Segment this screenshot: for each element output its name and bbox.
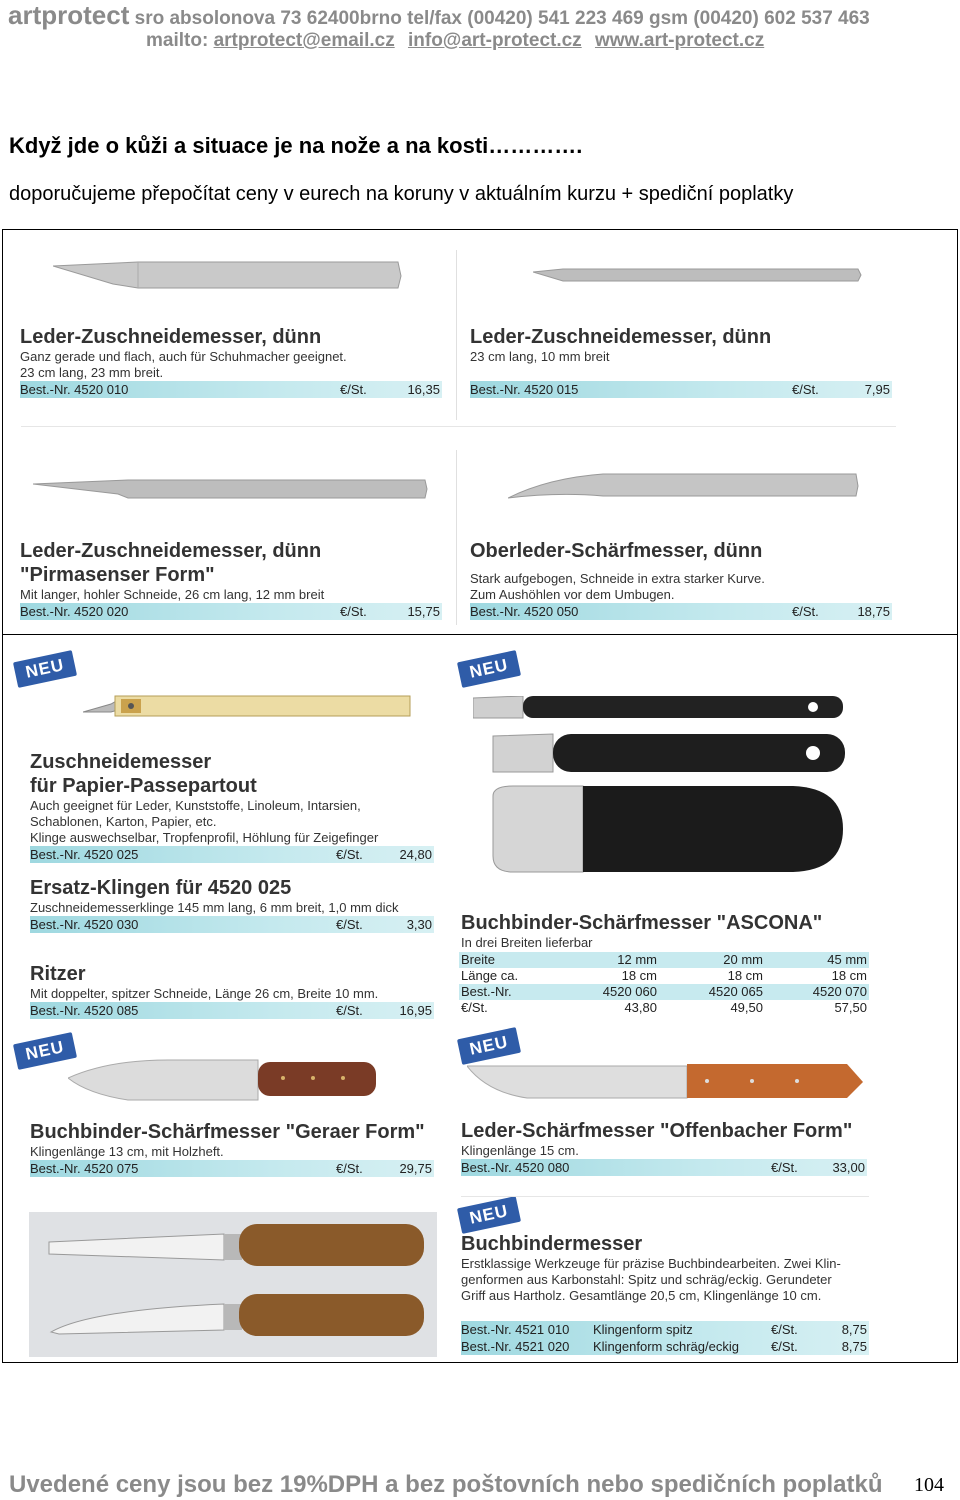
price: 7,95	[864, 382, 890, 397]
knife-image-4520080	[467, 1062, 867, 1102]
order-number: Best.-Nr. 4520 025	[30, 847, 139, 862]
product-name: Ersatz-Klingen für 4520 025	[30, 877, 292, 899]
product-desc: Klinge auswechselbar, Tropfenprofil, Höhlung für Zeigefinger	[30, 830, 379, 845]
price-bar	[461, 1321, 869, 1338]
price: 33,00	[832, 1160, 865, 1175]
product-name: Leder-Schärfmesser "Offenbacher Form"	[461, 1120, 853, 1142]
price: 29,75	[399, 1161, 432, 1176]
price-bar	[30, 916, 434, 933]
new-badge: NEU	[13, 1032, 77, 1070]
photo-buchbindermesser	[29, 1212, 437, 1357]
price-unit: €/St.	[336, 1003, 363, 1018]
product-name: Leder-Zuschneidemesser, dünn	[470, 326, 772, 348]
product-name-line2: "Pirmasenser Form"	[20, 564, 215, 586]
price-bar	[470, 381, 892, 398]
product-desc: Auch geeignet für Leder, Kunststoffe, Linoleum, Intarsien,	[30, 798, 361, 813]
price-unit: €/St.	[792, 382, 819, 397]
order-number: Best.-Nr. 4520 015	[470, 382, 579, 397]
price: 24,80	[399, 847, 432, 862]
order-number: Best.-Nr. 4520 020	[20, 604, 129, 619]
product-4520010	[20, 325, 442, 398]
price-unit: €/St.	[792, 604, 819, 619]
price: 8,75	[841, 1322, 867, 1337]
spec-row: Best.-Nr. 4520 060 4520 065 4520 070	[461, 984, 867, 999]
product-4520020	[20, 539, 442, 620]
price: 3,30	[406, 917, 432, 932]
page-number: 104	[914, 1474, 944, 1496]
blade-form: Klingenform schräg/eckig	[593, 1339, 739, 1354]
product-name: Oberleder-Schärfmesser, dünn	[470, 540, 763, 562]
row-separator	[461, 1196, 869, 1197]
mail-label: mailto:	[146, 30, 209, 51]
product-desc: Schablonen, Karton, Papier, etc.	[30, 814, 217, 829]
product-desc: Mit langer, hohler Schneide, 26 cm lang, 12 mm breit	[20, 587, 325, 602]
product-desc: Griff aus Hartholz. Gesamtlänge 20,5 cm, Klingenlänge 10 cm.	[461, 1288, 822, 1303]
product-desc: Ganz gerade und flach, auch für Schuhmacher geeignet.	[20, 349, 347, 364]
product-desc: Klingenlänge 13 cm, mit Holzheft.	[30, 1144, 224, 1159]
product-buchbindermesser	[461, 1232, 869, 1304]
blade-form: Klingenform spitz	[593, 1322, 693, 1337]
catalog-page	[2, 229, 958, 1363]
new-badge: NEU	[457, 650, 521, 688]
price-unit: €/St.	[340, 604, 367, 619]
product-name: Leder-Zuschneidemesser, dünn	[20, 326, 322, 348]
product-4520015	[470, 325, 892, 398]
order-number: Best.-Nr. 4521 020	[461, 1339, 570, 1354]
product-desc: Stark aufgebogen, Schneide in extra starker Kurve.	[470, 571, 765, 586]
order-number: Best.-Nr. 4520 075	[30, 1161, 139, 1176]
product-4520025	[30, 750, 434, 863]
ascona-spec-table	[459, 952, 869, 1016]
column-separator	[456, 450, 457, 625]
buchbindermesser-prices	[461, 1321, 869, 1355]
knife-image-4520025	[83, 690, 413, 720]
spec-row: Länge ca. 18 cm 18 cm 18 cm	[461, 968, 867, 983]
order-number: Best.-Nr. 4521 010	[461, 1322, 570, 1337]
price-bar	[20, 603, 442, 620]
price-unit: €/St.	[336, 917, 363, 932]
spec-row: Breite 12 mm 20 mm 45 mm	[461, 952, 867, 967]
website-link[interactable]: www.art-protect.cz	[594, 30, 765, 51]
product-desc: Mit doppelter, spitzer Schneide, Länge 26 cm, Breite 10 mm.	[30, 986, 379, 1001]
product-desc: 23 cm lang, 23 mm breit.	[20, 365, 164, 380]
product-desc: genformen aus Karbonstahl: Spitz und schräg/eckig. Gerundeter	[461, 1272, 832, 1287]
product-desc: 23 cm lang, 10 mm breit	[470, 349, 610, 364]
order-number: Best.-Nr. 4520 050	[470, 604, 579, 619]
price-bar	[30, 1160, 434, 1177]
price: 16,35	[407, 382, 440, 397]
new-badge: NEU	[13, 650, 77, 688]
product-4520080	[461, 1119, 867, 1176]
product-4520030	[30, 876, 434, 933]
knife-image-ascona	[473, 696, 848, 874]
price-bar	[30, 1002, 434, 1019]
order-number: Best.-Nr. 4520 030	[30, 917, 139, 932]
product-name: Buchbindermesser	[461, 1233, 643, 1255]
product-ascona	[461, 911, 867, 951]
order-number: Best.-Nr. 4520 010	[20, 382, 129, 397]
company-header	[8, 0, 958, 31]
price-unit: €/St.	[336, 847, 363, 862]
price-bar	[30, 846, 434, 863]
price: 15,75	[407, 604, 440, 619]
brand-name: artprotect	[8, 0, 130, 30]
spec-row: €/St. 43,80 49,50 57,50	[461, 1000, 867, 1015]
product-name: Ritzer	[30, 963, 86, 985]
product-name: Zuschneidemesser	[30, 751, 212, 773]
price-bar	[470, 603, 892, 620]
price: 16,95	[399, 1003, 432, 1018]
product-desc: Zuschneidemesserklinge 145 mm lang, 6 mm breit, 1,0 mm dick	[30, 900, 399, 915]
price-unit: €/St.	[771, 1322, 798, 1337]
price-bar	[461, 1159, 867, 1176]
knife-image-4520020	[33, 478, 433, 502]
product-name: Buchbinder-Schärfmesser "ASCONA"	[461, 912, 823, 934]
email-link-1[interactable]: artprotect@email.cz	[213, 30, 395, 51]
price-unit: €/St.	[336, 1161, 363, 1176]
new-badge: NEU	[457, 1027, 521, 1065]
price-unit: €/St.	[771, 1339, 798, 1354]
order-number: Best.-Nr. 4520 080	[461, 1160, 570, 1175]
price: 18,75	[857, 604, 890, 619]
page-subtitle: doporučujeme přepočítat ceny v eurech na koruny v aktuálním kurzu + spediční poplatky	[9, 183, 794, 205]
knife-image-4520050	[508, 470, 863, 506]
knife-image-4520075	[68, 1058, 378, 1104]
product-name-line2: für Papier-Passepartout	[30, 775, 257, 797]
product-desc: In drei Breiten lieferbar	[461, 935, 593, 950]
row-separator	[21, 426, 896, 427]
product-4520085	[30, 962, 434, 1019]
contact-links	[146, 30, 772, 52]
company-contact: sro absolonova 73 62400brno tel/fax (00420) 541 223 469 gsm (00420) 602 537 463	[134, 8, 870, 29]
product-desc: Klingenlänge 15 cm.	[461, 1143, 579, 1158]
order-number: Best.-Nr. 4520 085	[30, 1003, 139, 1018]
product-name: Buchbinder-Schärfmesser "Geraer Form"	[30, 1121, 425, 1143]
price-unit: €/St.	[771, 1160, 798, 1175]
page-title: Když jde o kůži a situace je na nože a na kosti………….	[9, 133, 583, 158]
product-4520075	[30, 1120, 434, 1177]
column-separator	[456, 250, 457, 420]
knife-image-buchbindermesser	[29, 1212, 437, 1357]
footer-note: Uvedené ceny jsou bez 19%DPH a bez poštovních nebo spedičních poplatků	[9, 1471, 883, 1498]
product-desc: Erstklassige Werkzeuge für präzise Buchbindearbeiten. Zwei Klin-	[461, 1256, 841, 1271]
product-4520050	[470, 539, 892, 620]
catalog-divider	[3, 634, 957, 635]
product-desc: Zum Aushöhlen vor dem Umbugen.	[470, 587, 675, 602]
email-link-2[interactable]: info@art-protect.cz	[407, 30, 582, 51]
knife-image-4520015	[533, 268, 863, 284]
price-bar	[20, 381, 442, 398]
new-badge: NEU	[457, 1196, 521, 1234]
price-bar	[461, 1338, 869, 1355]
knife-image-4520010	[53, 258, 403, 294]
price: 8,75	[841, 1339, 867, 1354]
product-name: Leder-Zuschneidemesser, dünn	[20, 540, 322, 562]
price-unit: €/St.	[340, 382, 367, 397]
